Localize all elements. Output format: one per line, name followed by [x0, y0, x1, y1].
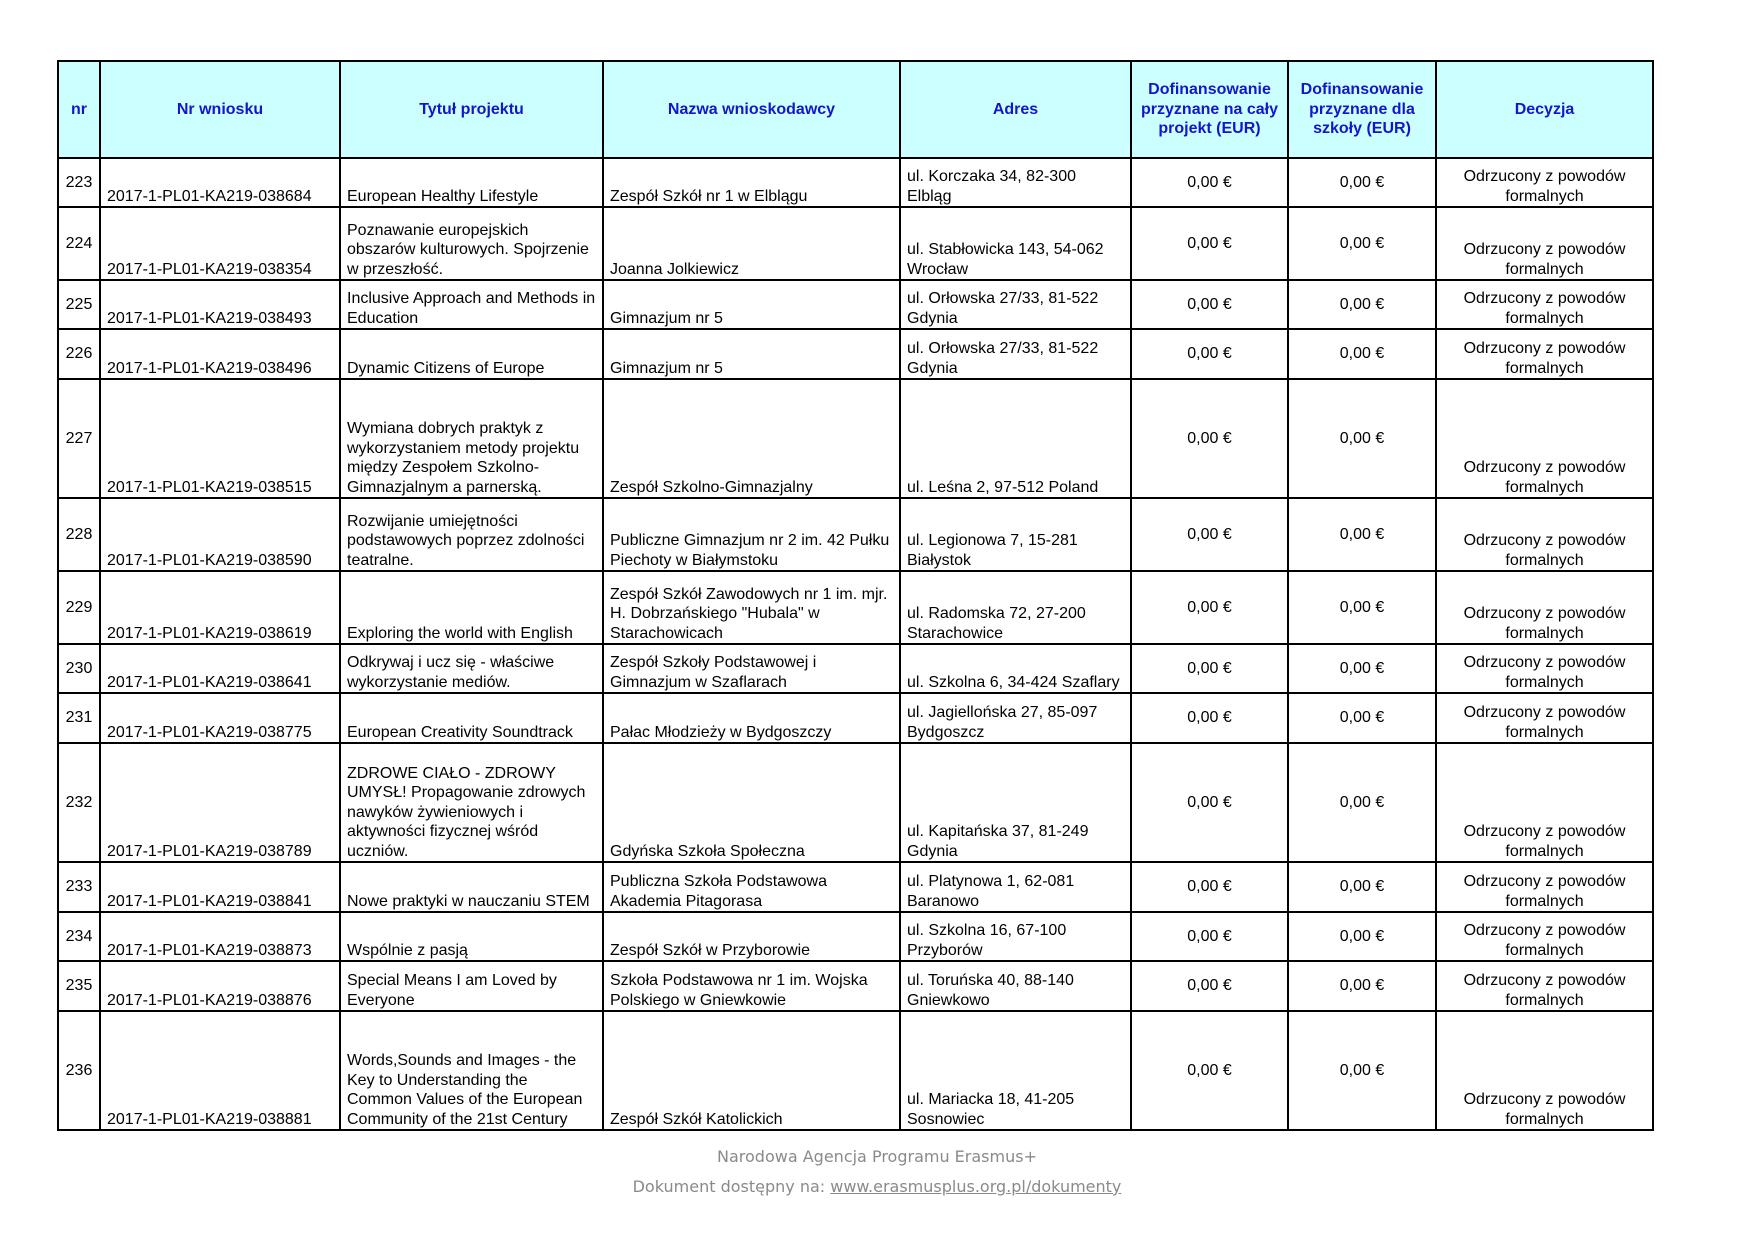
cell-decyzja: Odrzucony z powodów formalnych	[1436, 571, 1653, 644]
cell-nr: 224	[58, 207, 100, 280]
header-nr-wniosku: Nr wniosku	[100, 61, 340, 158]
table-row	[58, 862, 1653, 912]
cell-dof-szkola: 0,00 €	[1288, 329, 1436, 379]
header-tytul: Tytuł projektu	[340, 61, 603, 158]
cell-dof-szkola: 0,00 €	[1288, 280, 1436, 329]
cell-adres: ul. Korczaka 34, 82-300 Elbląg	[900, 158, 1131, 207]
cell-adres: ul. Szkolna 16, 67-100 Przyborów	[900, 912, 1131, 961]
cell-dof-projekt: 0,00 €	[1131, 158, 1288, 207]
cell-dof-szkola: 0,00 €	[1288, 743, 1436, 862]
cell-adres: ul. Radomska 72, 27-200 Starachowice	[900, 571, 1131, 644]
cell-nr: 234	[58, 912, 100, 961]
table-row	[58, 961, 1653, 1011]
cell-tytul: Poznawanie europejskich obszarów kulturowych. Spojrzenie w przeszłość.	[340, 207, 603, 280]
cell-nazwa: Publiczna Szkoła Podstawowa Akademia Pitagorasa	[603, 862, 900, 912]
cell-tytul: Wspólnie z pasją	[340, 912, 603, 961]
cell-adres: ul. Legionowa 7, 15-281 Białystok	[900, 498, 1131, 571]
cell-dof-szkola: 0,00 €	[1288, 1011, 1436, 1130]
cell-adres: ul. Leśna 2, 97-512 Poland	[900, 379, 1131, 498]
cell-nr-wniosku: 2017-1-PL01-KA219-038881	[100, 1011, 340, 1130]
cell-tytul: European Healthy Lifestyle	[340, 158, 603, 207]
cell-nr: 228	[58, 498, 100, 571]
cell-tytul: European Creativity Soundtrack	[340, 693, 603, 743]
cell-dof-szkola: 0,00 €	[1288, 158, 1436, 207]
cell-dof-projekt: 0,00 €	[1131, 693, 1288, 743]
cell-nazwa: Zespół Szkół w Przyborowie	[603, 912, 900, 961]
cell-dof-projekt: 0,00 €	[1131, 329, 1288, 379]
header-adres: Adres	[900, 61, 1131, 158]
cell-nr-wniosku: 2017-1-PL01-KA219-038496	[100, 329, 340, 379]
cell-decyzja: Odrzucony z powodów formalnych	[1436, 207, 1653, 280]
cell-tytul: Dynamic Citizens of Europe	[340, 329, 603, 379]
cell-nr-wniosku: 2017-1-PL01-KA219-038841	[100, 862, 340, 912]
cell-adres: ul. Jagiellońska 27, 85-097 Bydgoszcz	[900, 693, 1131, 743]
table-row	[58, 743, 1653, 862]
cell-nazwa: Pałac Młodzieży w Bydgoszczy	[603, 693, 900, 743]
cell-decyzja: Odrzucony z powodów formalnych	[1436, 498, 1653, 571]
footer-doc-link[interactable]: www.erasmusplus.org.pl/dokumenty	[830, 1177, 1122, 1196]
cell-nr: 227	[58, 379, 100, 498]
cell-tytul: Odkrywaj i ucz się - właściwe wykorzystanie mediów.	[340, 644, 603, 693]
cell-decyzja: Odrzucony z powodów formalnych	[1436, 693, 1653, 743]
table-row	[58, 158, 1653, 207]
cell-dof-projekt: 0,00 €	[1131, 743, 1288, 862]
cell-adres: ul. Orłowska 27/33, 81-522 Gdynia	[900, 280, 1131, 329]
cell-nr-wniosku: 2017-1-PL01-KA219-038641	[100, 644, 340, 693]
cell-decyzja: Odrzucony z powodów formalnych	[1436, 961, 1653, 1011]
cell-tytul: Inclusive Approach and Methods in Education	[340, 280, 603, 329]
cell-decyzja: Odrzucony z powodów formalnych	[1436, 912, 1653, 961]
cell-nr-wniosku: 2017-1-PL01-KA219-038684	[100, 158, 340, 207]
header-dof-projekt: Dofinansowanie przyznane na cały projekt (EUR)	[1131, 61, 1288, 158]
cell-decyzja: Odrzucony z powodów formalnych	[1436, 743, 1653, 862]
cell-nazwa: Gimnazjum nr 5	[603, 280, 900, 329]
cell-tytul: ZDROWE CIAŁO - ZDROWY UMYSŁ! Propagowanie zdrowych nawyków żywieniowych i aktywności fizycznej wśród uczniów.	[340, 743, 603, 862]
table-row	[58, 644, 1653, 693]
cell-nazwa: Szkoła Podstawowa nr 1 im. Wojska Polskiego w Gniewkowie	[603, 961, 900, 1011]
table-row	[58, 1011, 1653, 1130]
cell-nr-wniosku: 2017-1-PL01-KA219-038354	[100, 207, 340, 280]
header-nr: nr	[58, 61, 100, 158]
table-row	[58, 571, 1653, 644]
cell-dof-projekt: 0,00 €	[1131, 961, 1288, 1011]
cell-nr: 233	[58, 862, 100, 912]
cell-nr-wniosku: 2017-1-PL01-KA219-038789	[100, 743, 340, 862]
footer-agency: Narodowa Agencja Programu Erasmus+	[717, 1147, 1037, 1166]
cell-adres: ul. Orłowska 27/33, 81-522 Gdynia	[900, 329, 1131, 379]
cell-dof-projekt: 0,00 €	[1131, 912, 1288, 961]
table-row	[58, 379, 1653, 498]
cell-dof-szkola: 0,00 €	[1288, 498, 1436, 571]
cell-nr-wniosku: 2017-1-PL01-KA219-038775	[100, 693, 340, 743]
cell-nr: 229	[58, 571, 100, 644]
header-decyzja: Decyzja	[1436, 61, 1653, 158]
cell-adres: ul. Stabłowicka 143, 54-062 Wrocław	[900, 207, 1131, 280]
cell-dof-projekt: 0,00 €	[1131, 1011, 1288, 1130]
header-row	[58, 61, 1653, 158]
cell-adres: ul. Mariacka 18, 41-205 Sosnowiec	[900, 1011, 1131, 1130]
header-dof-szkola: Dofinansowanie przyznane dla szkoły (EUR)	[1288, 61, 1436, 158]
cell-nr-wniosku: 2017-1-PL01-KA219-038876	[100, 961, 340, 1011]
cell-decyzja: Odrzucony z powodów formalnych	[1436, 862, 1653, 912]
cell-dof-szkola: 0,00 €	[1288, 961, 1436, 1011]
cell-dof-szkola: 0,00 €	[1288, 693, 1436, 743]
table-row	[58, 498, 1653, 571]
cell-decyzja: Odrzucony z powodów formalnych	[1436, 329, 1653, 379]
table-row	[58, 912, 1653, 961]
cell-nr-wniosku: 2017-1-PL01-KA219-038493	[100, 280, 340, 329]
cell-dof-szkola: 0,00 €	[1288, 571, 1436, 644]
table-row	[58, 693, 1653, 743]
cell-adres: ul. Platynowa 1, 62-081 Baranowo	[900, 862, 1131, 912]
cell-decyzja: Odrzucony z powodów formalnych	[1436, 1011, 1653, 1130]
cell-nr-wniosku: 2017-1-PL01-KA219-038873	[100, 912, 340, 961]
cell-nr: 231	[58, 693, 100, 743]
footer-document	[0, 1177, 1754, 1196]
cell-nr: 230	[58, 644, 100, 693]
cell-dof-szkola: 0,00 €	[1288, 644, 1436, 693]
cell-tytul: Exploring the world with English	[340, 571, 603, 644]
cell-nr: 232	[58, 743, 100, 862]
table-row	[58, 280, 1653, 329]
cell-dof-projekt: 0,00 €	[1131, 280, 1288, 329]
cell-decyzja: Odrzucony z powodów formalnych	[1436, 158, 1653, 207]
cell-nazwa: Gimnazjum nr 5	[603, 329, 900, 379]
cell-nr-wniosku: 2017-1-PL01-KA219-038619	[100, 571, 340, 644]
table-row	[58, 207, 1653, 280]
table-row	[58, 329, 1653, 379]
cell-decyzja: Odrzucony z powodów formalnych	[1436, 644, 1653, 693]
cell-adres: ul. Toruńska 40, 88-140 Gniewkowo	[900, 961, 1131, 1011]
cell-nazwa: Zespół Szkół Zawodowych nr 1 im. mjr. H. Dobrzańskiego "Hubala" w Starachowicach	[603, 571, 900, 644]
cell-nr: 226	[58, 329, 100, 379]
cell-adres: ul. Szkolna 6, 34-424 Szaflary	[900, 644, 1131, 693]
cell-dof-projekt: 0,00 €	[1131, 379, 1288, 498]
footer-doc-prefix: Dokument dostępny na:	[632, 1177, 831, 1196]
cell-tytul: Words,Sounds and Images - the Key to Understanding the Common Values of the European Community of the 21st Century	[340, 1011, 603, 1130]
cell-nazwa: Zespół Szkół Katolickich	[603, 1011, 900, 1130]
cell-nr-wniosku: 2017-1-PL01-KA219-038590	[100, 498, 340, 571]
cell-tytul: Wymiana dobrych praktyk z wykorzystaniem metody projektu między Zespołem Szkolno-Gimnazjalnym a parnerską.	[340, 379, 603, 498]
cell-dof-szkola: 0,00 €	[1288, 379, 1436, 498]
cell-nazwa: Zespół Szkoły Podstawowej i Gimnazjum w Szaflarach	[603, 644, 900, 693]
cell-nr-wniosku: 2017-1-PL01-KA219-038515	[100, 379, 340, 498]
cell-dof-szkola: 0,00 €	[1288, 207, 1436, 280]
cell-dof-projekt: 0,00 €	[1131, 571, 1288, 644]
cell-dof-projekt: 0,00 €	[1131, 862, 1288, 912]
cell-nr: 225	[58, 280, 100, 329]
cell-dof-szkola: 0,00 €	[1288, 862, 1436, 912]
cell-dof-projekt: 0,00 €	[1131, 498, 1288, 571]
cell-tytul: Special Means I am Loved by Everyone	[340, 961, 603, 1011]
cell-decyzja: Odrzucony z powodów formalnych	[1436, 379, 1653, 498]
applications-table	[57, 60, 1654, 1131]
cell-dof-szkola: 0,00 €	[1288, 912, 1436, 961]
cell-nazwa: Zespół Szkół nr 1 w Elblągu	[603, 158, 900, 207]
cell-nazwa: Gdyńska Szkoła Społeczna	[603, 743, 900, 862]
cell-decyzja: Odrzucony z powodów formalnych	[1436, 280, 1653, 329]
cell-tytul: Rozwijanie umiejętności podstawowych poprzez zdolności teatralne.	[340, 498, 603, 571]
cell-dof-projekt: 0,00 €	[1131, 644, 1288, 693]
cell-adres: ul. Kapitańska 37, 81-249 Gdynia	[900, 743, 1131, 862]
cell-tytul: Nowe praktyki w nauczaniu STEM	[340, 862, 603, 912]
header-nazwa: Nazwa wnioskodawcy	[603, 61, 900, 158]
cell-nazwa: Publiczne Gimnazjum nr 2 im. 42 Pułku Piechoty w Białymstoku	[603, 498, 900, 571]
cell-nr: 235	[58, 961, 100, 1011]
cell-nazwa: Zespół Szkolno-Gimnazjalny	[603, 379, 900, 498]
cell-dof-projekt: 0,00 €	[1131, 207, 1288, 280]
cell-nr: 223	[58, 158, 100, 207]
cell-nazwa: Joanna Jolkiewicz	[603, 207, 900, 280]
cell-nr: 236	[58, 1011, 100, 1130]
